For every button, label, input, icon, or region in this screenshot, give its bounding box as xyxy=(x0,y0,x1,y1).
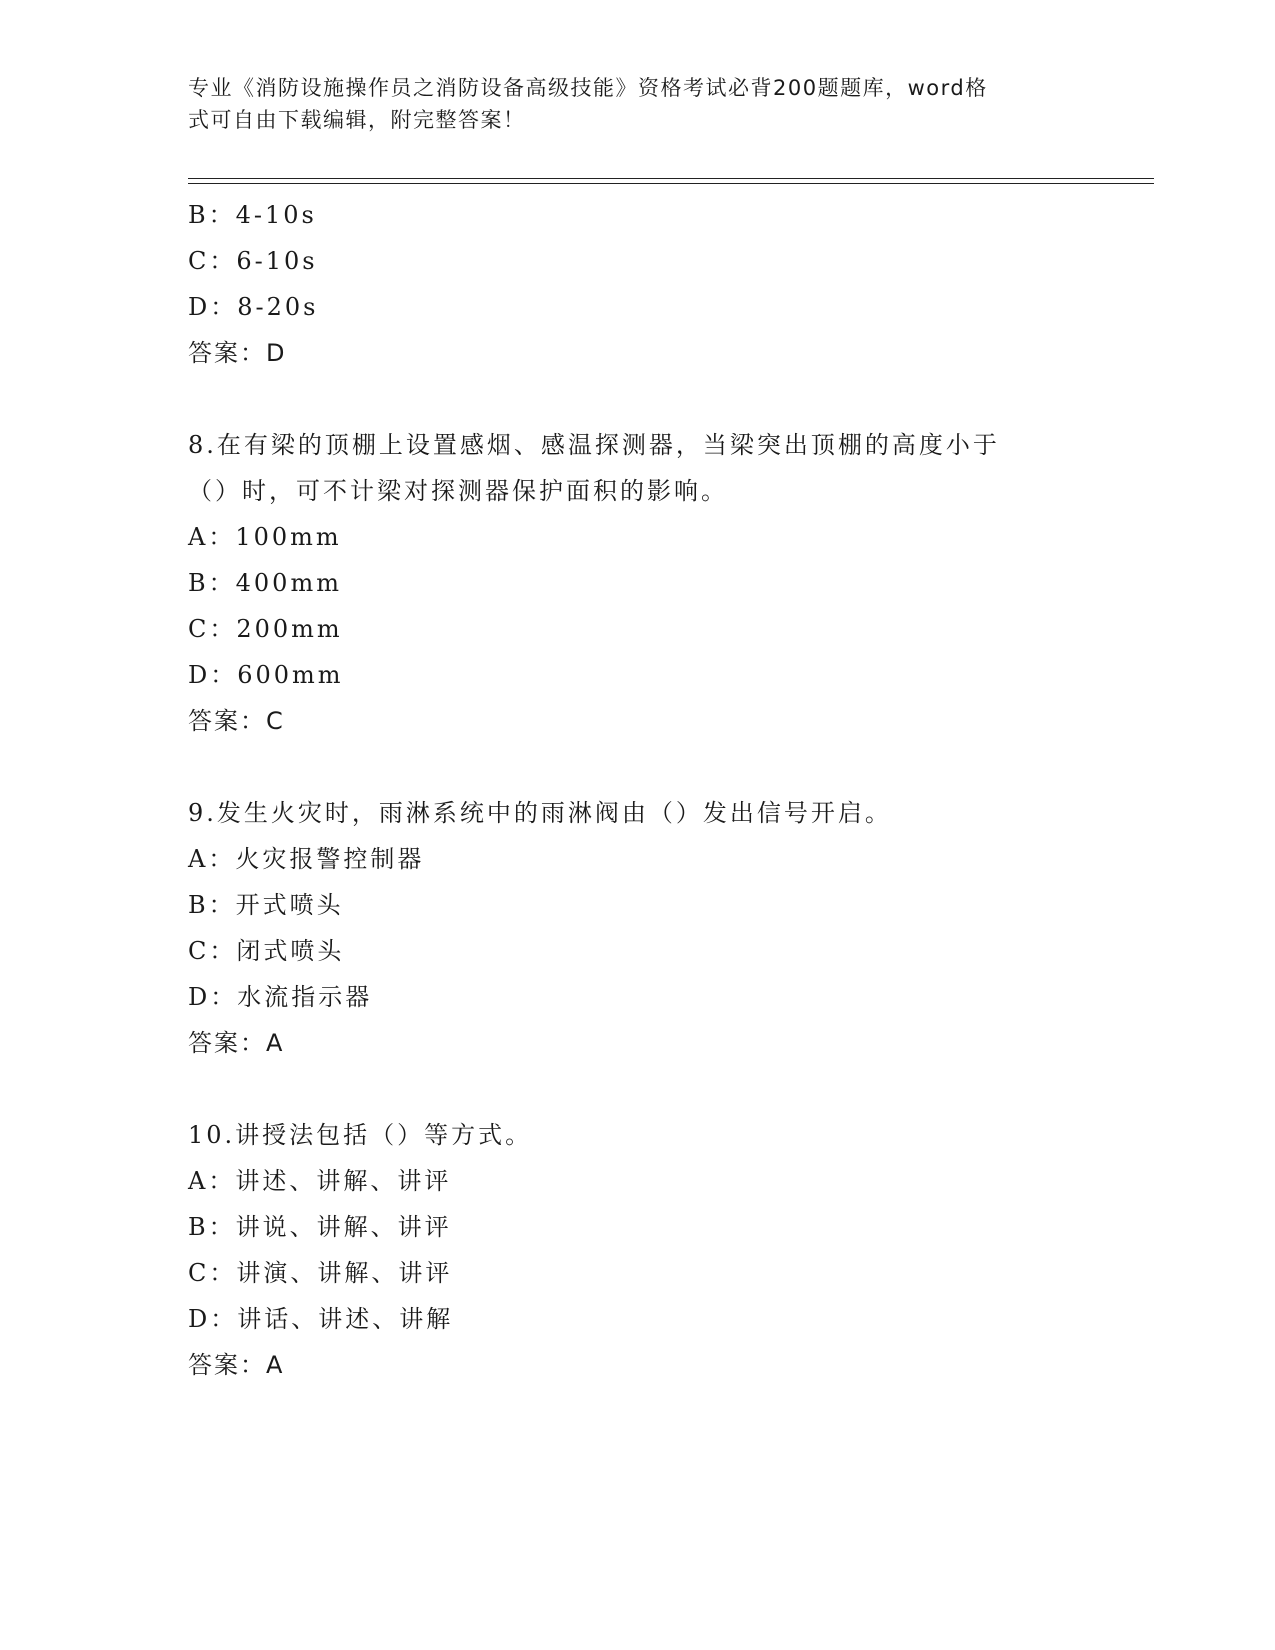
header-divider-bottom xyxy=(188,183,1154,184)
question-9 xyxy=(188,790,1088,1066)
option-a: A：100mm xyxy=(188,523,342,551)
option-c: C：6-10s xyxy=(188,247,318,275)
header-line-2: 式可自由下载编辑，附完整答案！ xyxy=(188,108,526,132)
option-c: C：讲演、讲解、讲评 xyxy=(188,1259,453,1287)
option-b: B：开式喷头 xyxy=(188,891,344,919)
option-b: B：讲说、讲解、讲评 xyxy=(188,1213,452,1241)
option-b: B：400mm xyxy=(188,569,342,597)
option-b: B：4-10s xyxy=(188,201,317,229)
answer: 答案：A xyxy=(188,1029,285,1057)
option-d: D：600mm xyxy=(188,661,344,689)
header-divider-top xyxy=(188,178,1154,179)
option-a: A：火灾报警控制器 xyxy=(188,845,425,873)
answer: 答案：D xyxy=(188,339,287,367)
answer: 答案：C xyxy=(188,707,285,735)
option-d: D：讲话、讲述、讲解 xyxy=(188,1305,454,1333)
question-title-continued: （）时，可不计梁对探测器保护面积的影响。 xyxy=(188,477,728,505)
document-header xyxy=(188,72,1068,136)
option-a: A：讲述、讲解、讲评 xyxy=(188,1167,452,1195)
question-8 xyxy=(188,422,1088,744)
questions-content xyxy=(188,192,1088,1388)
question-title: 10.讲授法包括（）等方式。 xyxy=(188,1121,533,1149)
question-title: 8.在有梁的顶棚上设置感烟、感温探测器，当梁突出顶棚的高度小于 xyxy=(188,431,1000,459)
question-partial xyxy=(188,192,1088,376)
option-c: C：200mm xyxy=(188,615,343,643)
header-line-1: 专业《消防设施操作员之消防设备高级技能》资格考试必背200题题库，word格 xyxy=(188,76,988,100)
option-d: D：8-20s xyxy=(188,293,319,321)
question-10 xyxy=(188,1112,1088,1388)
option-c: C：闭式喷头 xyxy=(188,937,345,965)
answer: 答案：A xyxy=(188,1351,285,1379)
option-d: D：水流指示器 xyxy=(188,983,373,1011)
question-title: 9.发生火灾时，雨淋系统中的雨淋阀由（）发出信号开启。 xyxy=(188,799,892,827)
